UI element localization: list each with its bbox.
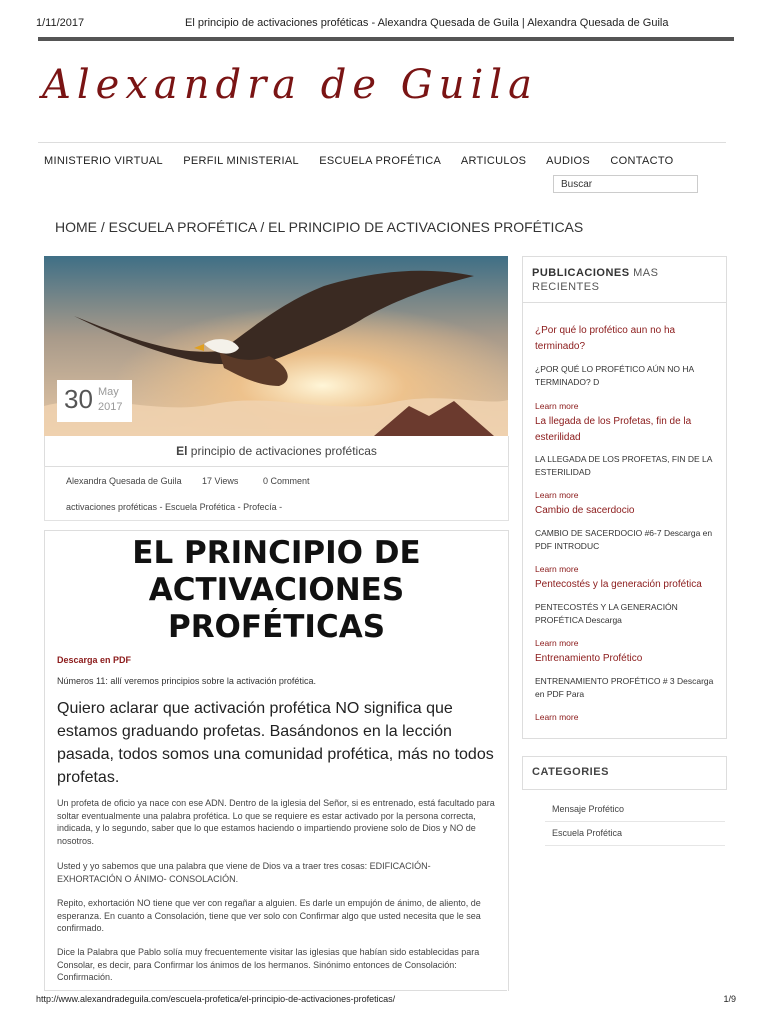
breadcrumb-separator: / — [97, 219, 109, 235]
learn-more-link[interactable]: Learn more — [535, 638, 579, 648]
recent-post-excerpt: PENTECOSTÉS Y LA GENERACIÓN PROFÉTICA Descarga — [535, 602, 678, 625]
categories-heading: CATEGORIES — [532, 766, 609, 778]
article-paragraph: Dice la Palabra que Pablo solía muy frecuentemente visitar las iglesias que habían sido establecidas para Consolar, es decir, para Confirmar los ánimos de los hermanos. Sinónimo entonces de Consolación: Confirmación. — [57, 947, 480, 982]
header-divider — [38, 142, 726, 143]
article-title: EL PRINCIPIO DE ACTIVACIONES PROFÉTICAS — [132, 535, 421, 645]
post-comments[interactable]: 0 Comment — [263, 476, 310, 486]
recent-post-excerpt: LA LLEGADA DE LOS PROFETAS, FIN DE LA ESTERILIDAD — [535, 454, 712, 477]
breadcrumb-current: EL PRINCIPIO DE ACTIVACIONES PROFÉTICAS — [268, 219, 584, 235]
breadcrumb-home[interactable]: HOME — [55, 219, 97, 235]
post-date-day: 30 — [64, 384, 93, 414]
recent-post-title[interactable]: Pentecostés y la generación profética — [535, 579, 702, 590]
post-date-badge — [57, 380, 132, 422]
nav-item-escuela-profetica[interactable]: ESCUELA PROFÉTICA — [319, 155, 442, 167]
post-caption-bold: El — [176, 444, 188, 458]
recent-posts-heading: PUBLICACIONES MAS RECIENTES — [532, 267, 659, 293]
print-page-number: 1/9 — [723, 994, 736, 1004]
breadcrumb-separator: / — [256, 219, 269, 235]
recent-post-excerpt: CAMBIO DE SACERDOCIO #6-7 Descarga en PDF INTRODUC — [535, 528, 713, 551]
recent-post-excerpt: ENTRENAMIENTO PROFÉTICO # 3 Descarga en PDF Para — [535, 676, 714, 699]
categories-heading-box — [522, 756, 727, 790]
breadcrumb — [55, 219, 583, 235]
post-author[interactable]: Alexandra Quesada de Guila — [66, 476, 182, 486]
main-nav — [44, 155, 691, 167]
breadcrumb-section[interactable]: ESCUELA PROFÉTICA — [108, 219, 257, 235]
print-document-title: El principio de activaciones proféticas - Alexandra Quesada de Guila | Alexandra Quesada de Guila — [185, 17, 669, 29]
article-paragraph: Un profeta de oficio ya nace con ese ADN. Dentro de la iglesia del Señor, si es entrenado, está facultado para soltar eventualmente una palabra profética. Lo que se requiere es estar activado por la persona correcta, indicada, y lo segundo, saber que lo que estamos haciendo o impartiendo proviene solo de Dios y NO de nosotros. — [57, 798, 495, 846]
recent-post-title[interactable]: ¿Por qué lo profético aun no ha terminado? — [535, 325, 676, 352]
post-date-month: May — [98, 386, 119, 398]
article-paragraph: Repito, exhortación NO tiene que ver con regañar a alguien. Es darle un empujón de ánimo, de aliento, de esperanza. En cuanto a Consolación, tiene que ver solo con Confirmar algo que usted necesita que le sea confirmado. — [57, 898, 481, 933]
category-item[interactable]: Escuela Profética — [545, 822, 725, 846]
recent-post-title[interactable]: Cambio de sacerdocio — [535, 505, 635, 516]
learn-more-link[interactable]: Learn more — [535, 401, 579, 411]
post-caption-bar — [44, 436, 509, 467]
learn-more-link[interactable]: Learn more — [535, 490, 579, 500]
article-bottom-rule — [44, 990, 507, 991]
print-date: 1/11/2017 — [36, 17, 85, 29]
nav-item-articulos[interactable]: ARTICULOS — [460, 155, 527, 167]
print-footer — [36, 994, 736, 1004]
post-date-year: 2017 — [98, 401, 123, 413]
article-intro: Números 11: allí veremos principios sobre la activación profética. — [57, 676, 316, 686]
recent-posts-list — [522, 301, 727, 739]
article-body — [44, 530, 509, 991]
nav-item-perfil-ministerial[interactable]: PERFIL MINISTERIAL — [183, 155, 299, 167]
learn-more-link[interactable]: Learn more — [535, 712, 579, 722]
nav-item-contacto[interactable]: CONTACTO — [610, 155, 674, 167]
search-input[interactable]: Buscar — [553, 175, 698, 193]
recent-post-title[interactable]: Entrenamiento Profético — [535, 653, 643, 664]
post-meta — [44, 466, 509, 521]
top-bar — [38, 37, 734, 41]
article-paragraph: Usted y yo sabemos que una palabra que viene de Dios va a traer tres cosas: EDIFICACIÓN- EXHORTACIÓN O ÁNIMO- CONSOLACIÓN. — [57, 861, 431, 884]
post-views: 17 Views — [202, 476, 239, 486]
recent-post-excerpt: ¿POR QUÉ LO PROFÉTICO AÚN NO HA TERMINADO? D — [535, 364, 694, 387]
learn-more-link[interactable]: Learn more — [535, 564, 579, 574]
recent-post-title[interactable]: La llegada de los Profetas, fin de la esterilidad — [535, 416, 692, 443]
nav-item-ministerio-virtual[interactable]: MINISTERIO VIRTUAL — [44, 155, 163, 167]
post-caption-rest: principio de activaciones proféticas — [187, 444, 377, 458]
recent-posts-heading-box — [522, 256, 727, 303]
article-lead: Quiero aclarar que activación profética NO significa que estamos graduando profetas. Basándonos en la lección pasada, todos somos una comunidad profética, más no todos profetas. — [57, 700, 494, 786]
category-item[interactable]: Mensaje Profético — [545, 798, 725, 822]
post-caption[interactable] — [45, 444, 508, 458]
pdf-download-link[interactable]: Descarga en PDF — [57, 655, 132, 665]
post-tags[interactable]: activaciones proféticas - Escuela Profética - Profecía - — [66, 502, 283, 512]
site-logo[interactable]: Alexandra de Guila — [42, 62, 538, 108]
nav-item-audios[interactable]: AUDIOS — [546, 155, 591, 167]
print-url: http://www.alexandradeguila.com/escuela-profetica/el-principio-de-activaciones-profeticas/ — [36, 994, 396, 1004]
